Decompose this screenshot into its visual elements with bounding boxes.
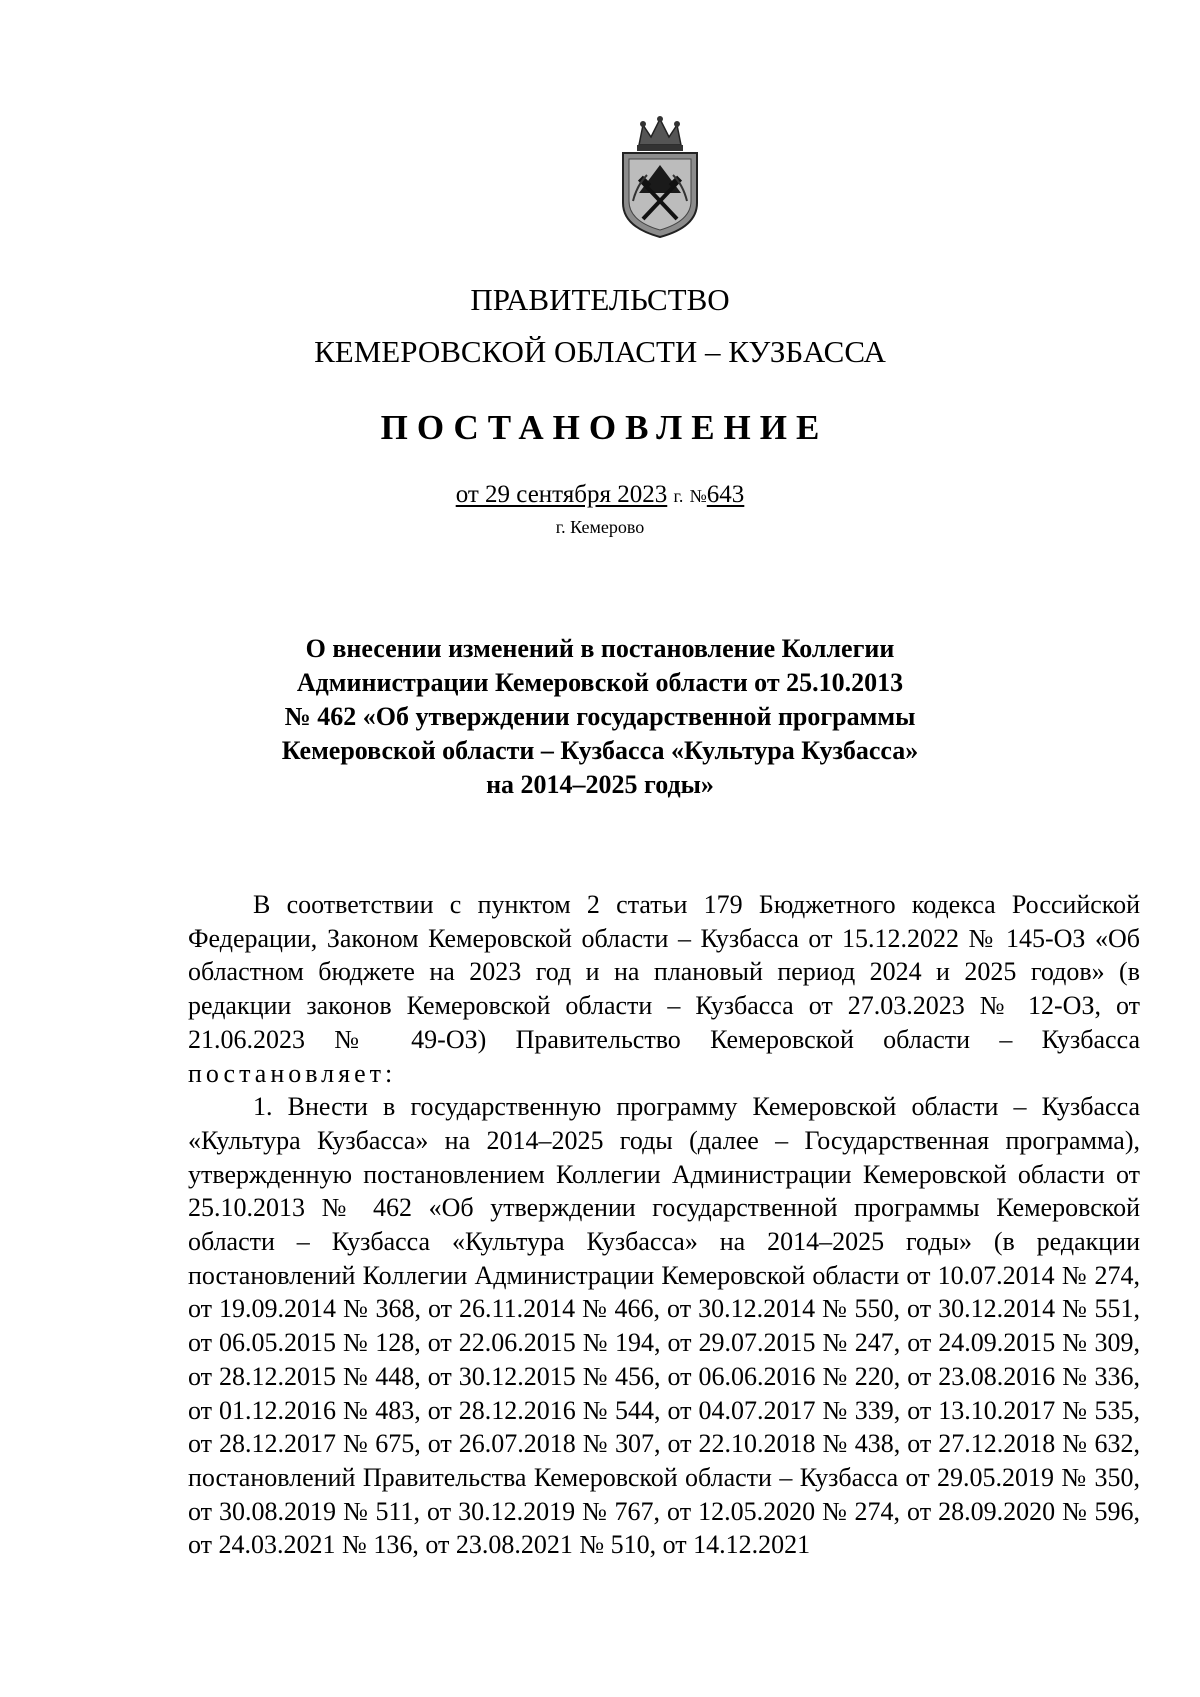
organization-name-line1: ПРАВИТЕЛЬСТВО bbox=[470, 282, 730, 317]
item-1-paragraph: 1. Внести в государственную программу Кемеровской области – Кузбасса «Культура Кузбасса» на 2014–2025 годы (далее – Государственная программа), утвержденную постановлением Коллегии Администрации Кемеровской области от 25.10.2013 № 462 «Об утверждении государственной программы Кемеровской области – Кузбасса «Культура Кузбасса» на 2014–2025 годы» (в редакции постановлений Коллегии Администрации Кемеровской области от 10.07.2014 № 274, от 19.09.2014 № 368, от 26.11.2014 № 466, от 30.12.2014 № 550, от 30.12.2014 № 551, от 06.05.2015 № 128, от 22.06.2015 № 194, от 29.07.2015 № 247, от 24.09.2015 № 309, от 28.12.2015 № 448, от 30.12.2015 № 456, от 06.06.2016 № 220, от 23.08.2016 № 336, от 01.12.2016 № 483, от 28.12.2016 № 544, от 04.07.2017 № 339, от 13.10.2017 № 535, от 28.12.2017 № 675, от 26.07.2018 № 307, от 22.10.2018 № 438, от 27.12.2018 № 632, постановлений Правительства Кемеровской области – Кузбасса от 29.05.2019 № 350, от 30.08.2019 № 511, от 30.12.2019 № 767, от 12.05.2020 № 274, от 28.09.2020 № 596, от 24.03.2021 № 136, от 23.08.2021 № 510, от 14.12.2021 bbox=[188, 1092, 1140, 1560]
preamble-paragraph bbox=[188, 888, 1140, 1090]
document-city: г. Кемерово bbox=[555, 517, 645, 537]
document-type: ПОСТАНОВЛЕНИЕ bbox=[380, 408, 829, 447]
title-line: № 462 «Об утверждении государственной программы bbox=[284, 702, 916, 731]
title-line: Кемеровской области – Кузбасса «Культура Кузбасса» bbox=[281, 736, 919, 765]
title-line: О внесении изменений в постановление Коллегии bbox=[305, 634, 895, 663]
title-line: Администрации Кемеровской области от 25.10.2013 bbox=[296, 668, 904, 697]
organization-name-line2: КЕМЕРОВСКОЙ ОБЛАСТИ – КУЗБАССА bbox=[314, 334, 886, 369]
document-title bbox=[270, 632, 930, 802]
document-number: 643 bbox=[706, 481, 745, 508]
number-sign: № bbox=[689, 486, 707, 506]
document-body bbox=[188, 888, 1140, 1562]
year-suffix: г. bbox=[673, 486, 684, 506]
document-date-number bbox=[0, 480, 1200, 511]
coat-of-arms-icon bbox=[617, 115, 703, 240]
preamble-text: В соответствии с пунктом 2 статьи 179 Бюджетного кодекса Российской Федерации, Законом Кемеровской области – Кузбасса от 15.12.2022 № 145-ОЗ «Об областном бюджете на 2023 год и на плановый период 2024 и 2025 годов» (в редакции законов Кемеровской области – Кузбасса от 27.03.2023 № 12-ОЗ, от 21.06.2023 № 49-ОЗ) Правительство Кемеровской области – Кузбасса bbox=[188, 890, 1140, 1054]
document-date: от 29 сентября 2023 bbox=[455, 481, 668, 508]
title-line: на 2014–2025 годы» bbox=[486, 770, 714, 799]
decree-word: постановляет: bbox=[188, 1058, 397, 1088]
